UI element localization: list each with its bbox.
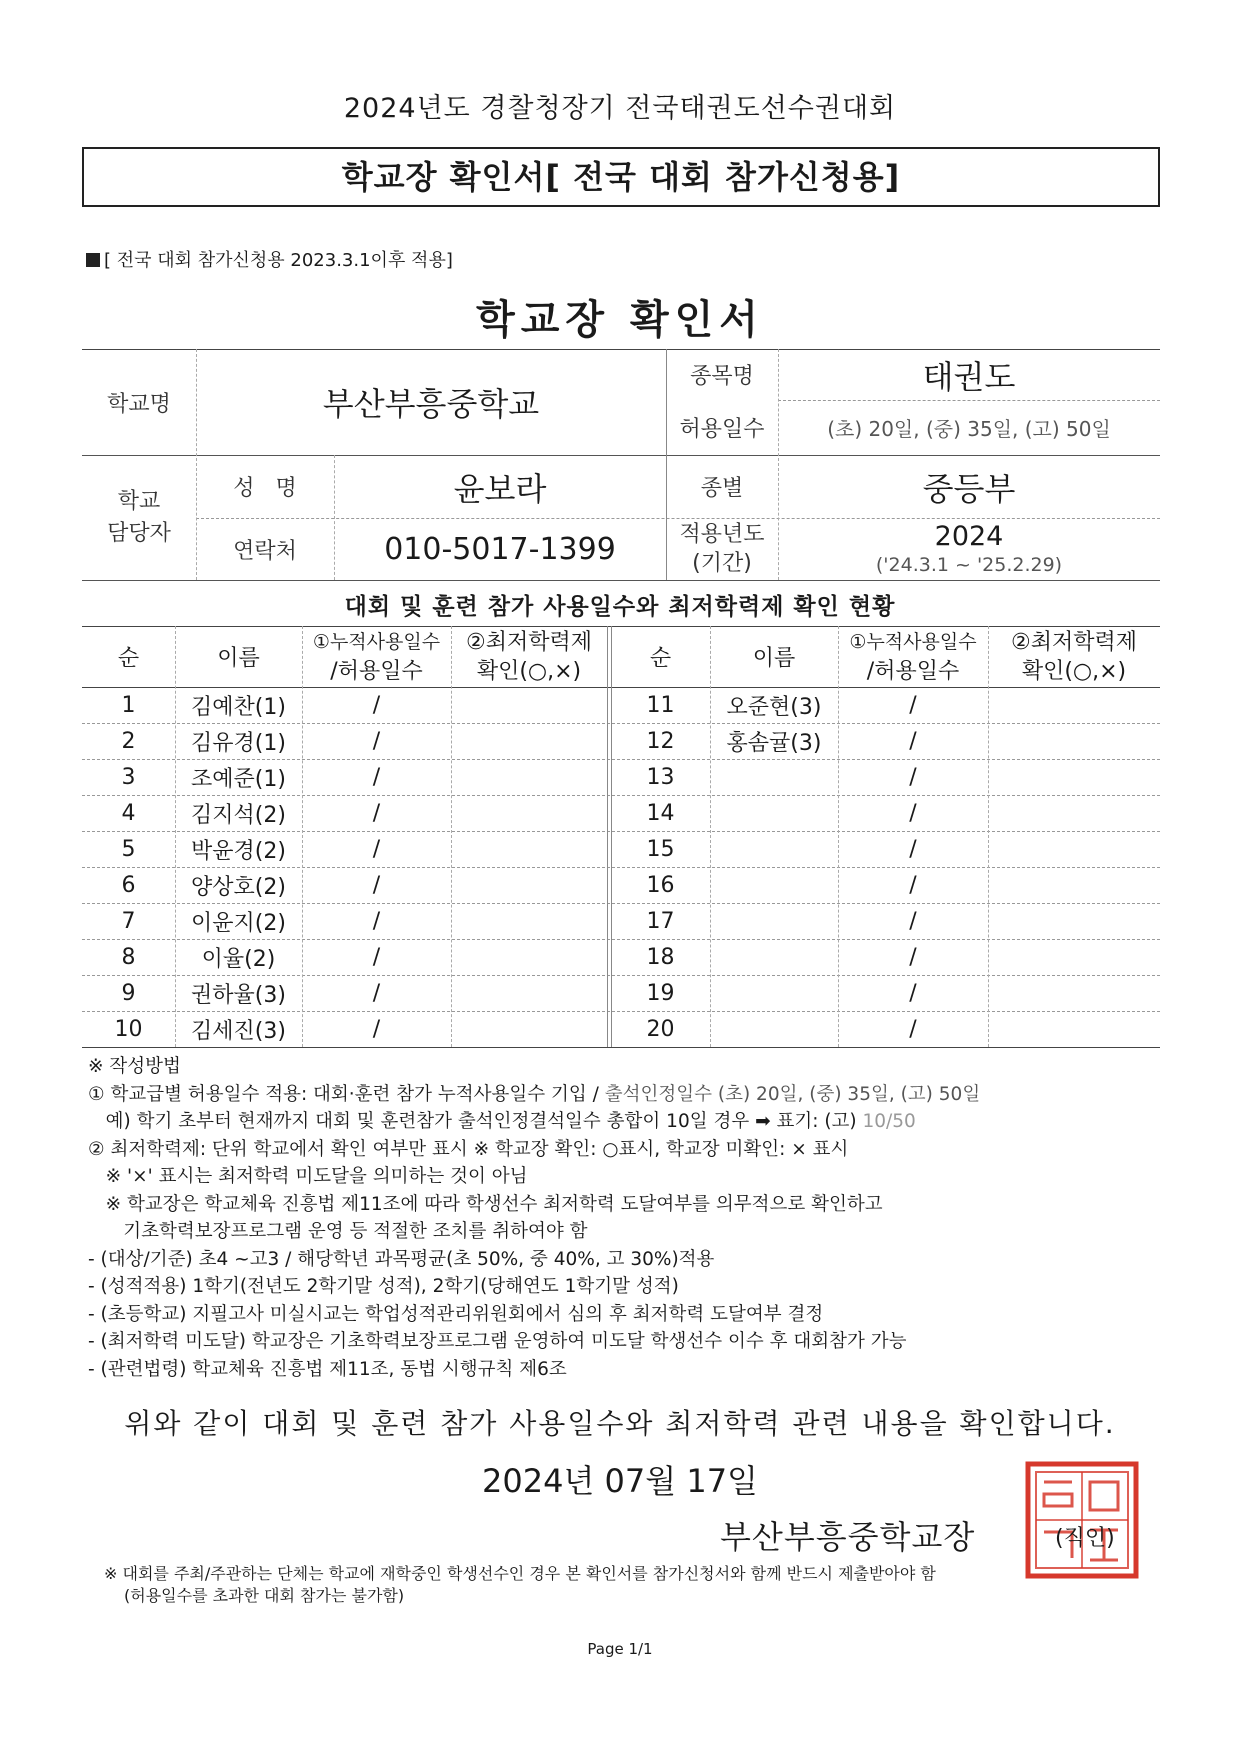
instruction-text: ① 학교급별 허용일수 적용: 대회·훈련 참가 누적사용일수 기입 /	[88, 1083, 605, 1105]
instruction-line: - (관련법령) 학교체육 진흥법 제11조, 동법 시행규칙 제6조	[88, 1358, 567, 1380]
row-no: 20	[646, 1016, 675, 1042]
row-days: /	[372, 872, 381, 898]
row-name	[710, 867, 838, 903]
school-name-label: 학교명	[107, 391, 171, 417]
contact-group-label-line1: 학교	[117, 488, 161, 514]
row-no: 7	[121, 908, 136, 934]
instruction-line: ※ 학교장은 학교체육 진흥법 제11조에 따라 학생선수 최저학력 도달여부를 의무적으로 확인하고	[88, 1193, 883, 1215]
header-days-left	[302, 626, 451, 687]
row-days: /	[372, 728, 381, 754]
header-min-right	[988, 626, 1160, 687]
instruction-line	[88, 1081, 980, 1109]
row-min-check	[451, 903, 607, 939]
row-name	[710, 975, 838, 1011]
page-number: Page 1/1	[587, 1640, 653, 1658]
year-label-line2: (기간)	[692, 551, 752, 576]
row-name: 김지석(2)	[191, 802, 286, 828]
instruction-line: - (초등학교) 지필고사 미실시교는 학업성적관리위원회에서 심의 후 최저학력 도달여부 결정	[88, 1303, 824, 1325]
year-value-cell	[778, 518, 1160, 580]
signer-title: 부산부흥중학교장	[720, 1518, 976, 1556]
row-days: /	[909, 692, 917, 718]
issue-date: 2024년 07월 17일	[482, 1462, 758, 1500]
row-name	[710, 1011, 838, 1047]
row-name: 김예찬(1)	[191, 694, 286, 720]
period-value: ('24.3.1 ~ '25.2.29)	[875, 554, 1063, 576]
header-days-line1: ①누적사용일수	[312, 630, 441, 653]
row-min-check	[451, 975, 607, 1011]
row-name: 홍솜귤(3)	[726, 730, 822, 756]
row-min-check	[988, 903, 1160, 939]
header-no-right: 순	[649, 646, 672, 671]
row-name: 권하율(3)	[191, 982, 286, 1008]
instruction-line: - (대상/기준) 초4 ~고3 / 해당학년 과목평균(초 50%, 중 40%, 고 30%)적용	[88, 1248, 715, 1270]
instruction-line: - (최저학력 미도달) 학교장은 기초학력보장프로그램 운영하여 미도달 학생선수 이수 후 대회참가 가능	[88, 1331, 907, 1352]
square-bullet-icon	[86, 253, 100, 267]
row-min-check	[451, 831, 607, 867]
header-name-left: 이름	[217, 646, 260, 671]
row-no: 13	[646, 764, 675, 790]
event-value: 태권도	[922, 357, 1016, 396]
row-min-check	[988, 759, 1160, 795]
phone-label: 연락처	[233, 538, 297, 564]
row-name	[710, 795, 838, 831]
event-title: 2024년도 경찰청장기 전국태권도선수권대회	[343, 93, 897, 124]
row-days: /	[909, 872, 917, 898]
row-no: 12	[646, 728, 675, 754]
row-days: /	[372, 908, 381, 934]
row-days: /	[909, 944, 917, 970]
row-days: /	[372, 836, 381, 862]
row-no: 19	[646, 980, 675, 1006]
seal-placeholder: (직인)	[1055, 1526, 1115, 1551]
header-days-right	[838, 626, 988, 687]
header-min-line1: ②최저학력제	[466, 629, 592, 655]
division-label: 종별	[700, 476, 744, 501]
header-days-line2: /허용일수	[866, 658, 960, 684]
row-days: /	[909, 980, 917, 1006]
person-name-value: 윤보라	[453, 469, 547, 508]
row-name	[710, 939, 838, 975]
allowed-days-value: (초) 20일, (중) 35일, (고) 50일	[827, 417, 1111, 441]
applicability-note-text: [ 전국 대회 참가신청용 2023.3.1이후 적용]	[104, 250, 453, 271]
applicability-note	[86, 246, 453, 272]
instructions	[88, 1053, 980, 1383]
instruction-line	[88, 1108, 980, 1136]
row-days: /	[372, 980, 381, 1006]
row-min-check	[451, 795, 607, 831]
event-label: 종목명	[690, 364, 754, 389]
row-name: 김유경(1)	[191, 730, 286, 756]
confirmation-statement: 위와 같이 대회 및 훈련 참가 사용일수와 최저학력 관련 내용을 확인합니다.	[124, 1407, 1116, 1440]
header-days-line1: ①누적사용일수	[849, 630, 977, 653]
row-no: 5	[121, 836, 136, 862]
form-type-header: 학교장 확인서[ 전국 대회 참가신청용]	[82, 147, 1160, 207]
row-no: 18	[646, 944, 675, 970]
row-name: 박윤경(2)	[191, 838, 286, 864]
row-days: /	[372, 1016, 381, 1042]
row-min-check	[988, 687, 1160, 723]
row-name	[710, 831, 838, 867]
allowed-days-label: 허용일수	[679, 417, 765, 442]
row-min-check	[451, 723, 607, 759]
row-no: 10	[114, 1016, 143, 1042]
row-min-check	[988, 867, 1160, 903]
header-no-left: 순	[117, 646, 140, 671]
row-no: 17	[646, 908, 675, 934]
instructions-heading: ※ 작성방법	[88, 1056, 181, 1077]
row-min-check	[451, 759, 607, 795]
row-no: 2	[121, 728, 136, 754]
row-min-check	[451, 867, 607, 903]
year-value: 2024	[934, 521, 1004, 552]
row-min-check	[451, 939, 607, 975]
contact-group-label-line2: 담당자	[107, 520, 171, 546]
row-days: /	[909, 836, 917, 862]
instruction-highlight: 출석인정일수 (초) 20일, (중) 35일, (고) 50일	[604, 1083, 981, 1105]
official-seal-icon	[1024, 1460, 1140, 1580]
row-name: 김세진(3)	[191, 1018, 286, 1044]
header-min-line2: 확인(○,×)	[476, 658, 582, 684]
row-no: 6	[121, 872, 136, 898]
header-name-right: 이름	[752, 646, 796, 671]
row-no: 16	[646, 872, 675, 898]
row-min-check	[988, 939, 1160, 975]
row-no: 8	[121, 944, 136, 970]
contact-group-label	[82, 455, 196, 580]
header-min-left	[451, 626, 607, 687]
row-days: /	[372, 692, 381, 718]
header-days-line2: /허용일수	[330, 658, 423, 684]
row-min-check	[988, 975, 1160, 1011]
footer-note	[104, 1563, 936, 1607]
document-title: 학교장 확인서	[476, 297, 764, 343]
footer-note-line1: ※ 대회를 주최/주관하는 단체는 학교에 재학중인 학생선수인 경우 본 확인서를 참가신청서와 함께 반드시 제출받아야 함	[104, 1564, 936, 1583]
row-name: 이율(2)	[201, 946, 276, 972]
instruction-example-value: 10/50	[862, 1111, 916, 1132]
row-days: /	[372, 944, 381, 970]
row-name	[710, 759, 838, 795]
row-min-check	[451, 687, 607, 723]
instruction-line: ② 최저학력제: 단위 학교에서 확인 여부만 표시 ※ 학교장 확인: ○표시, 학교장 미확인: × 표시	[88, 1138, 849, 1160]
instruction-line: ※ '×' 표시는 최저학력 미도달을 의미하는 것이 아님	[88, 1166, 528, 1187]
row-no: 15	[646, 836, 675, 862]
instruction-line: - (성적적용) 1학기(전년도 2학기말 성적), 2학기(당해연도 1학기말 성적)	[88, 1276, 679, 1297]
row-no: 9	[121, 980, 136, 1006]
instruction-line: 기초학력보장프로그램 운영 등 적절한 조치를 취하여야 함	[88, 1221, 588, 1242]
row-no: 3	[121, 764, 136, 790]
row-no: 14	[646, 800, 675, 826]
status-title: 대회 및 훈련 참가 사용일수와 최저학력제 확인 현황	[344, 594, 896, 620]
school-name-value: 부산부흥중학교	[322, 385, 540, 423]
row-days: /	[909, 764, 917, 790]
row-no: 11	[646, 692, 675, 718]
row-name: 조예준(1)	[191, 766, 286, 792]
row-name	[710, 903, 838, 939]
row-days: /	[909, 728, 917, 754]
row-name: 오준현(3)	[726, 694, 822, 720]
row-min-check	[451, 1011, 607, 1047]
year-label	[666, 518, 778, 580]
row-days: /	[372, 764, 381, 790]
header-min-line2: 확인(○,×)	[1021, 658, 1127, 684]
row-no: 1	[121, 692, 136, 718]
row-name: 양상호(2)	[191, 874, 286, 900]
row-min-check	[988, 831, 1160, 867]
row-no: 4	[121, 800, 136, 826]
footer-note-line2: (허용일수를 초과한 대회 참가는 불가함)	[124, 1586, 405, 1605]
row-name: 이윤지(2)	[191, 910, 286, 936]
row-min-check	[988, 723, 1160, 759]
row-days: /	[372, 800, 381, 826]
row-days: /	[909, 800, 917, 826]
header-min-line1: ②최저학력제	[1011, 629, 1137, 655]
row-min-check	[988, 795, 1160, 831]
instruction-text: 예) 학기 초부터 현재까지 대회 및 훈련참가 출석인정결석일수 총합이 10일 경우 ➡ 표기: (고)	[88, 1111, 863, 1132]
row-min-check	[988, 1011, 1160, 1047]
division-value: 중등부	[922, 469, 1016, 508]
year-label-line1: 적용년도	[679, 522, 765, 547]
row-days: /	[909, 1016, 917, 1042]
person-name-label: 성 명	[233, 476, 297, 501]
row-days: /	[909, 908, 917, 934]
phone-value: 010-5017-1399	[384, 531, 616, 567]
